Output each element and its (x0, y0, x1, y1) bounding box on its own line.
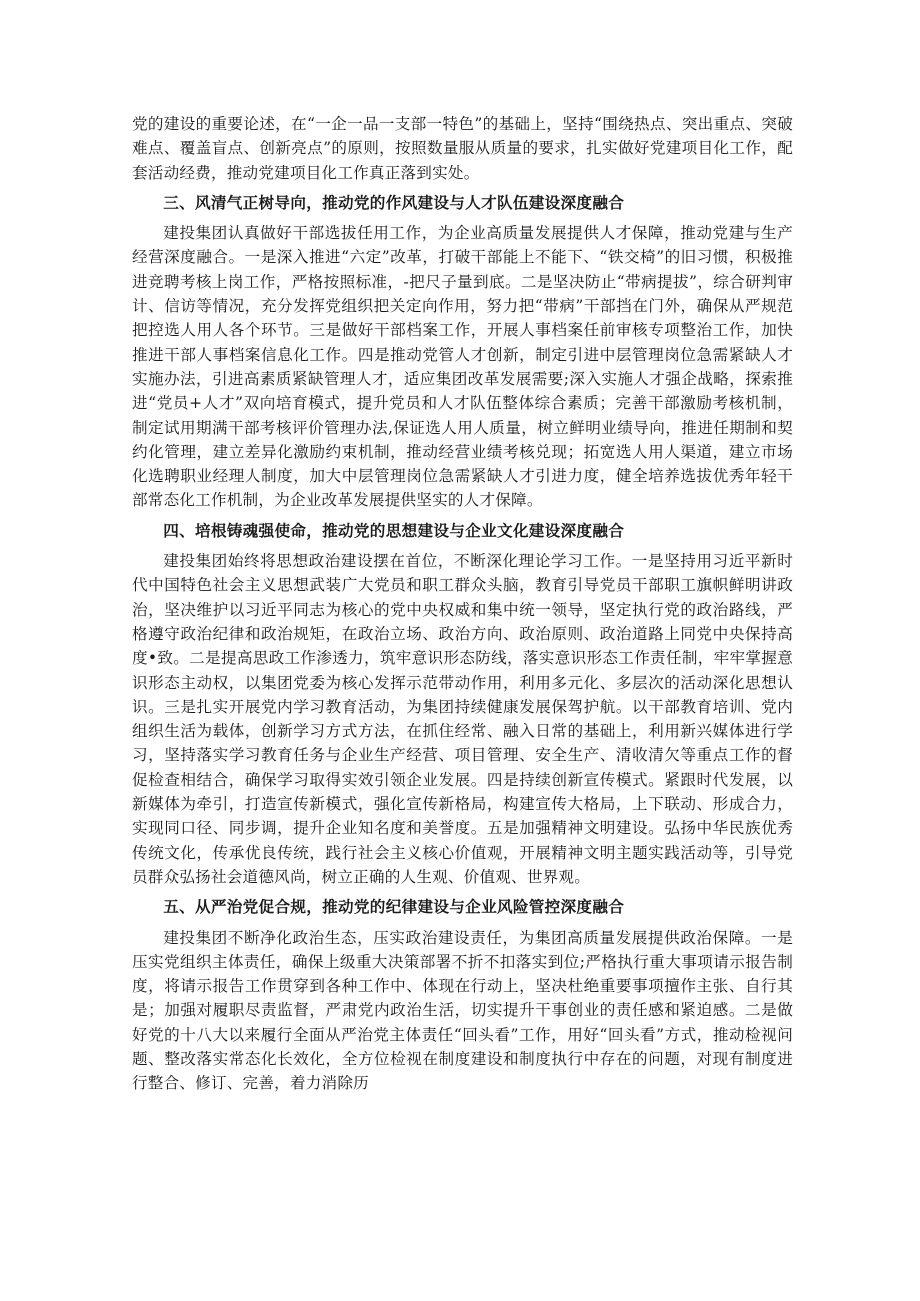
document-page (132, 112, 793, 1096)
section-body-3: 建投集团认真做好干部选拔任用工作，为企业高质量发展提供人才保障，推动党建与生产经营深度融合。一是深入推进“六定”改革，打破干部能上不能下、“铁交椅”的旧习惯，积极推进竞聘考核上岗工作，严格按照标准，-把尺子量到底。二是坚决防止“带病提拔”，综合研判审计、信访等情况，充分发挥党组织把关定向作用，努力把“带病”干部挡在门外，确保从严规范把控选人用人各个环节。三是做好干部档案工作，开展人事档案任前审核专项整治工作，加快推进干部人事档案信息化工作。四是推动党管人才创新，制定引进中层管理岗位急需紧缺人才实施办法，引进高素质紧缺管理人才，适应集团改革发展需要;深入实施人才强企战略，探索推进“党员+人才”双向培育模式，提升党员和人才队伍整体综合素质；完善干部激励考核机制，制定试用期满干部考核评价管理办法,保证选人用人质量，树立鲜明业绩导向，推进任期制和契约化管理，建立差异化激励约束机制，推动经营业绩考核兑现；拓宽选人用人渠道，建立市场化选聘职业经理人制度，加大中层管理岗位急需紧缺人才引进力度，健全培养选拔优秀年轻干部常态化工作机制，为企业改革发展提供坚实的人才保障。 (132, 224, 793, 510)
section-heading-5: 五、从严治党促合规，推动党的纪律建设与企业风险管控深度融合 (163, 898, 625, 917)
section-body-4: 建投集团始终将思想政治建设摆在首位，不断深化理论学习工作。一是坚持用习近平新时代中国特色社会主义思想武装广大党员和职工群众头脑，教育引导党员干部职工旗帜鲜明讲政治，坚决维护以习近平同志为核心的党中央权威和集中统一领导，坚定执行党的政治路线，严格遵守政治纪律和政治规矩，在政治立场、政治方向、政治原则、政治道路上同党中央保持高度•致。二是提高思政工作渗透力，筑牢意识形态防线，落实意识形态工作责任制，牢牢掌握意识形态主动权，以集团党委为核心发挥示范带动作用，利用多元化、多层次的活动深化思想认识。三是扎实开展党内学习教育活动，为集团持续健康发展保驾护航。以干部教育培训、党内组织生活为载体，创新学习方式方法，在抓住经常、融入日常的基础上，利用新兴媒体进行学习，坚持落实学习教育任务与企业生产经营、项目管理、安全生产、清收清欠等重点工作的督促检查相结合，确保学习取得实效引领企业发展。四是持续创新宣传模式。紧跟时代发展，以新媒体为牵引，打造宣传新模式，强化宣传新格局，构建宣传大格局，上下联动、形成合力，实现同口径、同步调，提升企业知名度和美誉度。五是加强精神文明建设。弘扬中华民族优秀传统文化，传承优良传统，践行社会主义核心价值观，开展精神文明主题实践活动等，引导党员群众弘扬社会道德风尚，树立正确的人生观、价值观、世界观。 (132, 552, 793, 886)
section-heading-3: 三、风清气正树导向，推动党的作风建设与人才队伍建设深度融合 (163, 193, 625, 212)
intro-paragraph: 党的建设的重要论述，在“一企一品一支部一特色”的基础上，坚持“围绕热点、突出重点、突破难点、覆盖盲点、创新亮点”的原则，按照数量服从质量的要求，扎实做好党建项目化工作，配套活动经费，推动党建项目化工作真正落到实处。 (132, 115, 793, 182)
section-heading-4: 四、培根铸魂强使命，推动党的思想建设与企业文化建设深度融合 (163, 521, 625, 540)
section-body-5: 建投集团不断净化政治生态，压实政治建设责任，为集团高质量发展提供政治保障。一是压实党组织主体责任，确保上级重大决策部署不折不扣落实到位;严格执行重大事项请示报告制度，将请示报告工作贯穿到各种工作中、体现在行动上，坚决杜绝重要事项擅作主张、自行其是；加强对履职尽责监督，严肃党内政治生活，切实提升干事创业的责任感和紧迫感。二是做好党的十八大以来履行全面从严治党主体责任“回头看”工作，用好“回头看”方式，推动检视问题、整改落实常态化长效化，全方位检视在制度建设和制度执行中存在的问题，对现有制度进行整合、修订、完善，着力消除历 (132, 928, 793, 1093)
